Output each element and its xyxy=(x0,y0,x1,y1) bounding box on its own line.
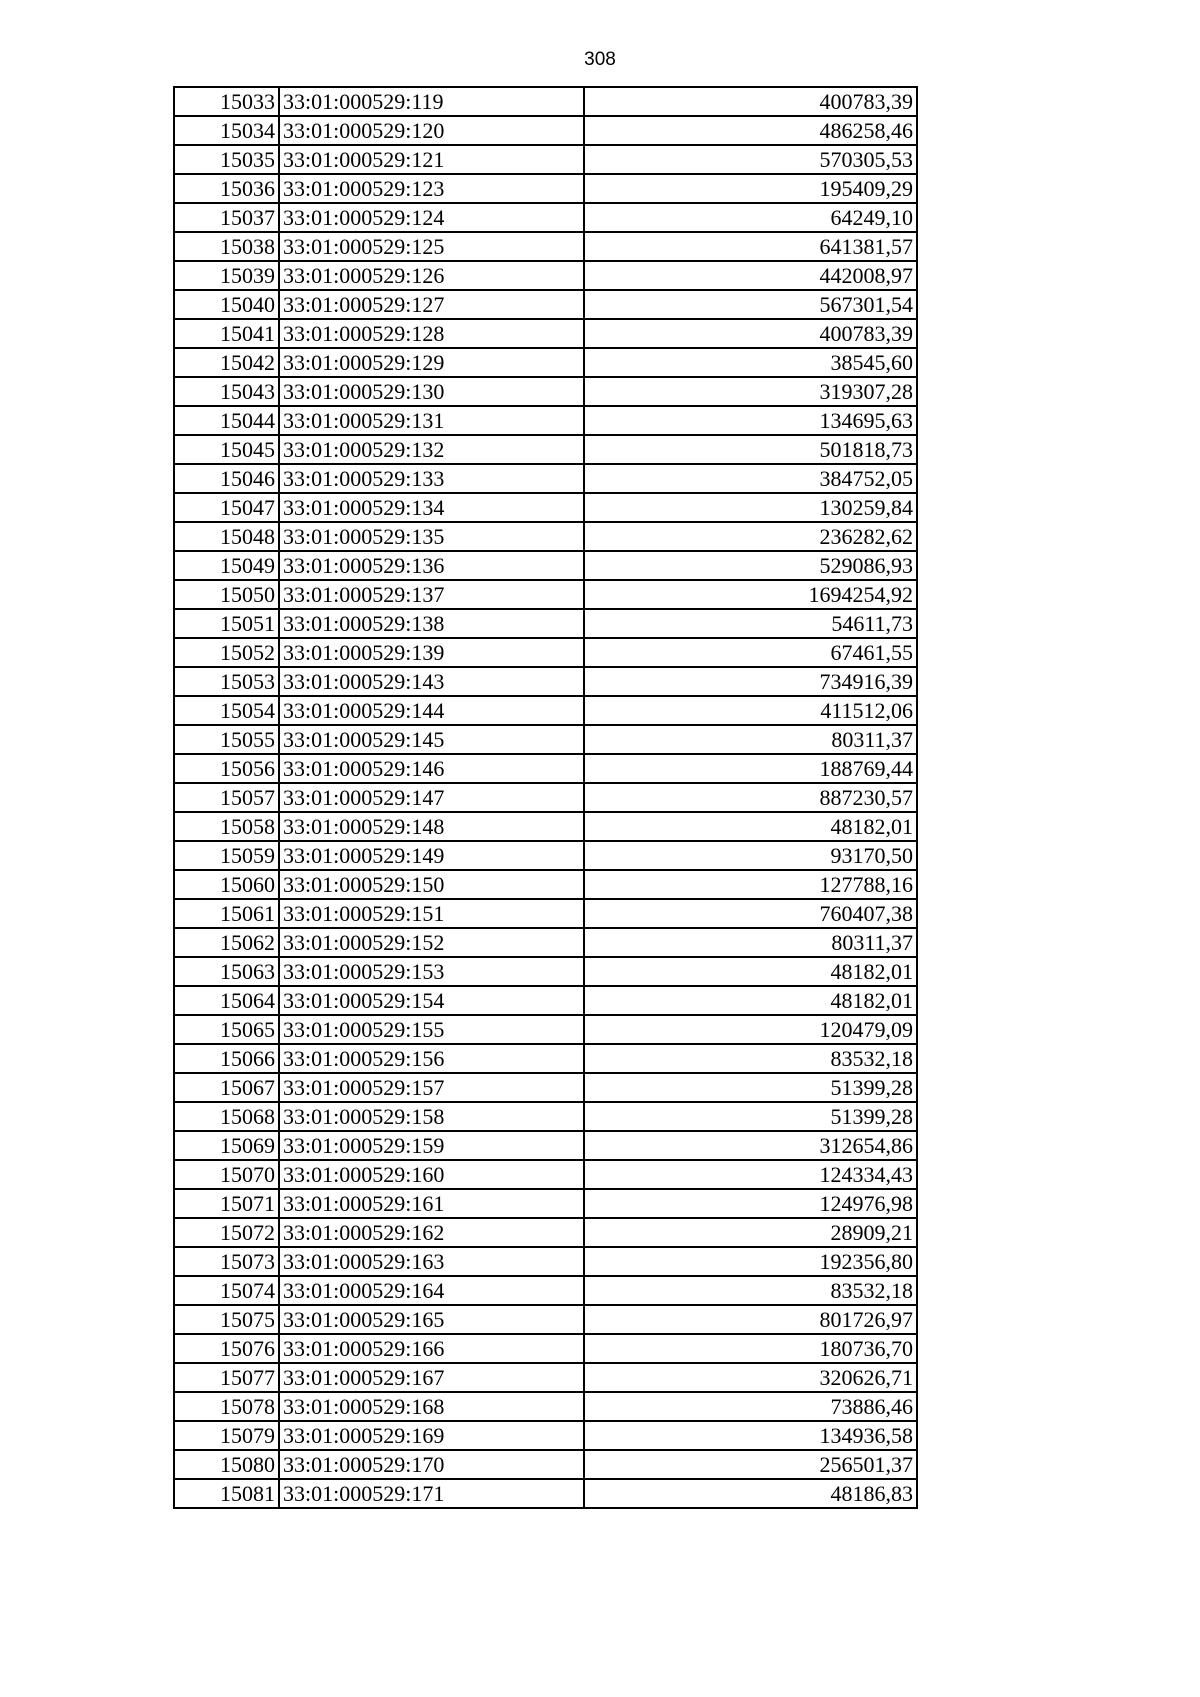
cadastral-value-cell: 734916,39 xyxy=(584,667,917,696)
table-row xyxy=(174,1015,917,1044)
cadastral-value-cell: 801726,97 xyxy=(584,1305,917,1334)
table-row xyxy=(174,377,917,406)
row-number-cell: 15048 xyxy=(174,522,279,551)
cadastral-value-cell: 195409,29 xyxy=(584,174,917,203)
table-row xyxy=(174,1247,917,1276)
table-row xyxy=(174,1276,917,1305)
table-row xyxy=(174,87,917,116)
row-number-cell: 15034 xyxy=(174,116,279,145)
row-number-cell: 15059 xyxy=(174,841,279,870)
cadastral-number-cell: 33:01:000529:133 xyxy=(279,464,584,493)
row-number-cell: 15073 xyxy=(174,1247,279,1276)
cadastral-number-cell: 33:01:000529:157 xyxy=(279,1073,584,1102)
cadastral-number-cell: 33:01:000529:121 xyxy=(279,145,584,174)
cadastral-value-cell: 48182,01 xyxy=(584,986,917,1015)
row-number-cell: 15046 xyxy=(174,464,279,493)
table-row xyxy=(174,1450,917,1479)
row-number-cell: 15057 xyxy=(174,783,279,812)
cadastral-number-cell: 33:01:000529:159 xyxy=(279,1131,584,1160)
cadastral-number-cell: 33:01:000529:152 xyxy=(279,928,584,957)
table-row xyxy=(174,899,917,928)
cadastral-value-cell: 570305,53 xyxy=(584,145,917,174)
table-row xyxy=(174,1363,917,1392)
table-row xyxy=(174,1421,917,1450)
row-number-cell: 15077 xyxy=(174,1363,279,1392)
cadastral-value-cell: 64249,10 xyxy=(584,203,917,232)
cadastral-number-cell: 33:01:000529:164 xyxy=(279,1276,584,1305)
cadastral-number-cell: 33:01:000529:158 xyxy=(279,1102,584,1131)
cadastral-number-cell: 33:01:000529:168 xyxy=(279,1392,584,1421)
table-row xyxy=(174,319,917,348)
table-row xyxy=(174,667,917,696)
row-number-cell: 15056 xyxy=(174,754,279,783)
cadastral-value-cell: 486258,46 xyxy=(584,116,917,145)
cadastral-value-cell: 51399,28 xyxy=(584,1102,917,1131)
table-row xyxy=(174,232,917,261)
cadastral-number-cell: 33:01:000529:128 xyxy=(279,319,584,348)
row-number-cell: 15035 xyxy=(174,145,279,174)
row-number-cell: 15039 xyxy=(174,261,279,290)
table-row xyxy=(174,261,917,290)
row-number-cell: 15053 xyxy=(174,667,279,696)
table-row xyxy=(174,290,917,319)
cadastral-number-cell: 33:01:000529:156 xyxy=(279,1044,584,1073)
cadastral-number-cell: 33:01:000529:170 xyxy=(279,1450,584,1479)
cadastral-value-cell: 120479,09 xyxy=(584,1015,917,1044)
row-number-cell: 15069 xyxy=(174,1131,279,1160)
cadastral-value-cell: 73886,46 xyxy=(584,1392,917,1421)
row-number-cell: 15079 xyxy=(174,1421,279,1450)
cadastral-value-cell: 400783,39 xyxy=(584,87,917,116)
page-number: 308 xyxy=(584,49,616,70)
cadastral-number-cell: 33:01:000529:163 xyxy=(279,1247,584,1276)
table-row xyxy=(174,754,917,783)
cadastral-number-cell: 33:01:000529:135 xyxy=(279,522,584,551)
cadastral-value-cell: 28909,21 xyxy=(584,1218,917,1247)
cadastral-number-cell: 33:01:000529:162 xyxy=(279,1218,584,1247)
cadastral-number-cell: 33:01:000529:139 xyxy=(279,638,584,667)
cadastral-value-cell: 127788,16 xyxy=(584,870,917,899)
table-row xyxy=(174,986,917,1015)
cadastral-number-cell: 33:01:000529:145 xyxy=(279,725,584,754)
cadastral-value-cell: 442008,97 xyxy=(584,261,917,290)
cadastral-number-cell: 33:01:000529:129 xyxy=(279,348,584,377)
cadastral-number-cell: 33:01:000529:154 xyxy=(279,986,584,1015)
cadastral-value-cell: 51399,28 xyxy=(584,1073,917,1102)
row-number-cell: 15081 xyxy=(174,1479,279,1508)
cadastral-number-cell: 33:01:000529:131 xyxy=(279,406,584,435)
cadastral-number-cell: 33:01:000529:150 xyxy=(279,870,584,899)
row-number-cell: 15075 xyxy=(174,1305,279,1334)
cadastral-value-cell: 188769,44 xyxy=(584,754,917,783)
cadastral-value-cell: 567301,54 xyxy=(584,290,917,319)
row-number-cell: 15055 xyxy=(174,725,279,754)
row-number-cell: 15052 xyxy=(174,638,279,667)
row-number-cell: 15071 xyxy=(174,1189,279,1218)
cadastral-number-cell: 33:01:000529:143 xyxy=(279,667,584,696)
cadastral-value-cell: 192356,80 xyxy=(584,1247,917,1276)
table-row xyxy=(174,841,917,870)
row-number-cell: 15041 xyxy=(174,319,279,348)
row-number-cell: 15065 xyxy=(174,1015,279,1044)
cadastral-number-cell: 33:01:000529:132 xyxy=(279,435,584,464)
table-row xyxy=(174,464,917,493)
cadastral-number-cell: 33:01:000529:127 xyxy=(279,290,584,319)
table-row xyxy=(174,1392,917,1421)
cadastral-number-cell: 33:01:000529:134 xyxy=(279,493,584,522)
cadastral-value-cell: 83532,18 xyxy=(584,1276,917,1305)
table-row xyxy=(174,1073,917,1102)
table-row xyxy=(174,870,917,899)
table-row xyxy=(174,580,917,609)
row-number-cell: 15054 xyxy=(174,696,279,725)
cadastral-number-cell: 33:01:000529:124 xyxy=(279,203,584,232)
table-row xyxy=(174,783,917,812)
row-number-cell: 15042 xyxy=(174,348,279,377)
cadastral-number-cell: 33:01:000529:146 xyxy=(279,754,584,783)
cadastral-number-cell: 33:01:000529:148 xyxy=(279,812,584,841)
cadastral-value-cell: 1694254,92 xyxy=(584,580,917,609)
table-row xyxy=(174,1044,917,1073)
row-number-cell: 15078 xyxy=(174,1392,279,1421)
table-row xyxy=(174,1218,917,1247)
table-body xyxy=(174,87,917,1508)
cadastral-number-cell: 33:01:000529:153 xyxy=(279,957,584,986)
cadastral-value-cell: 80311,37 xyxy=(584,725,917,754)
cadastral-number-cell: 33:01:000529:161 xyxy=(279,1189,584,1218)
cadastral-number-cell: 33:01:000529:120 xyxy=(279,116,584,145)
row-number-cell: 15064 xyxy=(174,986,279,1015)
table-row xyxy=(174,174,917,203)
cadastral-number-cell: 33:01:000529:125 xyxy=(279,232,584,261)
table-row xyxy=(174,638,917,667)
row-number-cell: 15067 xyxy=(174,1073,279,1102)
row-number-cell: 15068 xyxy=(174,1102,279,1131)
cadastral-value-cell: 236282,62 xyxy=(584,522,917,551)
row-number-cell: 15050 xyxy=(174,580,279,609)
cadastral-number-cell: 33:01:000529:155 xyxy=(279,1015,584,1044)
table-row xyxy=(174,116,917,145)
table-row xyxy=(174,551,917,580)
table-row xyxy=(174,928,917,957)
cadastral-value-cell: 67461,55 xyxy=(584,638,917,667)
cadastral-value-cell: 48182,01 xyxy=(584,957,917,986)
row-number-cell: 15049 xyxy=(174,551,279,580)
table-row xyxy=(174,406,917,435)
cadastral-number-cell: 33:01:000529:147 xyxy=(279,783,584,812)
row-number-cell: 15044 xyxy=(174,406,279,435)
cadastral-value-cell: 320626,71 xyxy=(584,1363,917,1392)
cadastral-number-cell: 33:01:000529:167 xyxy=(279,1363,584,1392)
row-number-cell: 15063 xyxy=(174,957,279,986)
cadastral-number-cell: 33:01:000529:119 xyxy=(279,87,584,116)
table-row xyxy=(174,1102,917,1131)
table-row xyxy=(174,1479,917,1508)
cadastral-value-cell: 312654,86 xyxy=(584,1131,917,1160)
cadastral-value-cell: 130259,84 xyxy=(584,493,917,522)
row-number-cell: 15076 xyxy=(174,1334,279,1363)
cadastral-number-cell: 33:01:000529:165 xyxy=(279,1305,584,1334)
cadastral-value-cell: 48186,83 xyxy=(584,1479,917,1508)
cadastral-value-cell: 93170,50 xyxy=(584,841,917,870)
table-row xyxy=(174,522,917,551)
cadastral-value-cell: 760407,38 xyxy=(584,899,917,928)
cadastral-value-cell: 124334,43 xyxy=(584,1160,917,1189)
row-number-cell: 15045 xyxy=(174,435,279,464)
cadastral-value-cell: 180736,70 xyxy=(584,1334,917,1363)
table-row xyxy=(174,812,917,841)
table-row xyxy=(174,1160,917,1189)
cadastral-value-cell: 134695,63 xyxy=(584,406,917,435)
cadastral-value-cell: 501818,73 xyxy=(584,435,917,464)
table-row xyxy=(174,435,917,464)
cadastral-number-cell: 33:01:000529:136 xyxy=(279,551,584,580)
cadastral-number-cell: 33:01:000529:137 xyxy=(279,580,584,609)
row-number-cell: 15074 xyxy=(174,1276,279,1305)
cadastral-number-cell: 33:01:000529:123 xyxy=(279,174,584,203)
table-row xyxy=(174,725,917,754)
cadastral-value-cell: 80311,37 xyxy=(584,928,917,957)
row-number-cell: 15037 xyxy=(174,203,279,232)
cadastral-number-cell: 33:01:000529:169 xyxy=(279,1421,584,1450)
row-number-cell: 15058 xyxy=(174,812,279,841)
cadastral-value-cell: 400783,39 xyxy=(584,319,917,348)
cadastral-value-cell: 256501,37 xyxy=(584,1450,917,1479)
table-row xyxy=(174,203,917,232)
row-number-cell: 15072 xyxy=(174,1218,279,1247)
cadastral-value-cell: 38545,60 xyxy=(584,348,917,377)
cadastral-value-cell: 83532,18 xyxy=(584,1044,917,1073)
table-row xyxy=(174,145,917,174)
row-number-cell: 15038 xyxy=(174,232,279,261)
row-number-cell: 15040 xyxy=(174,290,279,319)
cadastral-value-table xyxy=(173,86,918,1509)
table-row xyxy=(174,1131,917,1160)
cadastral-number-cell: 33:01:000529:171 xyxy=(279,1479,584,1508)
cadastral-number-cell: 33:01:000529:149 xyxy=(279,841,584,870)
cadastral-value-cell: 134936,58 xyxy=(584,1421,917,1450)
cadastral-value-cell: 48182,01 xyxy=(584,812,917,841)
cadastral-number-cell: 33:01:000529:138 xyxy=(279,609,584,638)
cadastral-value-cell: 411512,06 xyxy=(584,696,917,725)
row-number-cell: 15066 xyxy=(174,1044,279,1073)
cadastral-number-cell: 33:01:000529:160 xyxy=(279,1160,584,1189)
table-row xyxy=(174,1334,917,1363)
cadastral-value-cell: 641381,57 xyxy=(584,232,917,261)
row-number-cell: 15036 xyxy=(174,174,279,203)
table-row xyxy=(174,957,917,986)
cadastral-number-cell: 33:01:000529:151 xyxy=(279,899,584,928)
table-row xyxy=(174,609,917,638)
cadastral-value-cell: 124976,98 xyxy=(584,1189,917,1218)
row-number-cell: 15043 xyxy=(174,377,279,406)
table-row xyxy=(174,1189,917,1218)
row-number-cell: 15051 xyxy=(174,609,279,638)
cadastral-value-cell: 54611,73 xyxy=(584,609,917,638)
row-number-cell: 15033 xyxy=(174,87,279,116)
cadastral-number-cell: 33:01:000529:126 xyxy=(279,261,584,290)
table-row xyxy=(174,348,917,377)
cadastral-value-cell: 319307,28 xyxy=(584,377,917,406)
cadastral-value-cell: 384752,05 xyxy=(584,464,917,493)
row-number-cell: 15061 xyxy=(174,899,279,928)
cadastral-value-cell: 887230,57 xyxy=(584,783,917,812)
table-row xyxy=(174,493,917,522)
row-number-cell: 15080 xyxy=(174,1450,279,1479)
cadastral-number-cell: 33:01:000529:130 xyxy=(279,377,584,406)
row-number-cell: 15047 xyxy=(174,493,279,522)
table-row xyxy=(174,1305,917,1334)
cadastral-value-cell: 529086,93 xyxy=(584,551,917,580)
cadastral-number-cell: 33:01:000529:166 xyxy=(279,1334,584,1363)
row-number-cell: 15062 xyxy=(174,928,279,957)
table-row xyxy=(174,696,917,725)
row-number-cell: 15060 xyxy=(174,870,279,899)
cadastral-number-cell: 33:01:000529:144 xyxy=(279,696,584,725)
row-number-cell: 15070 xyxy=(174,1160,279,1189)
